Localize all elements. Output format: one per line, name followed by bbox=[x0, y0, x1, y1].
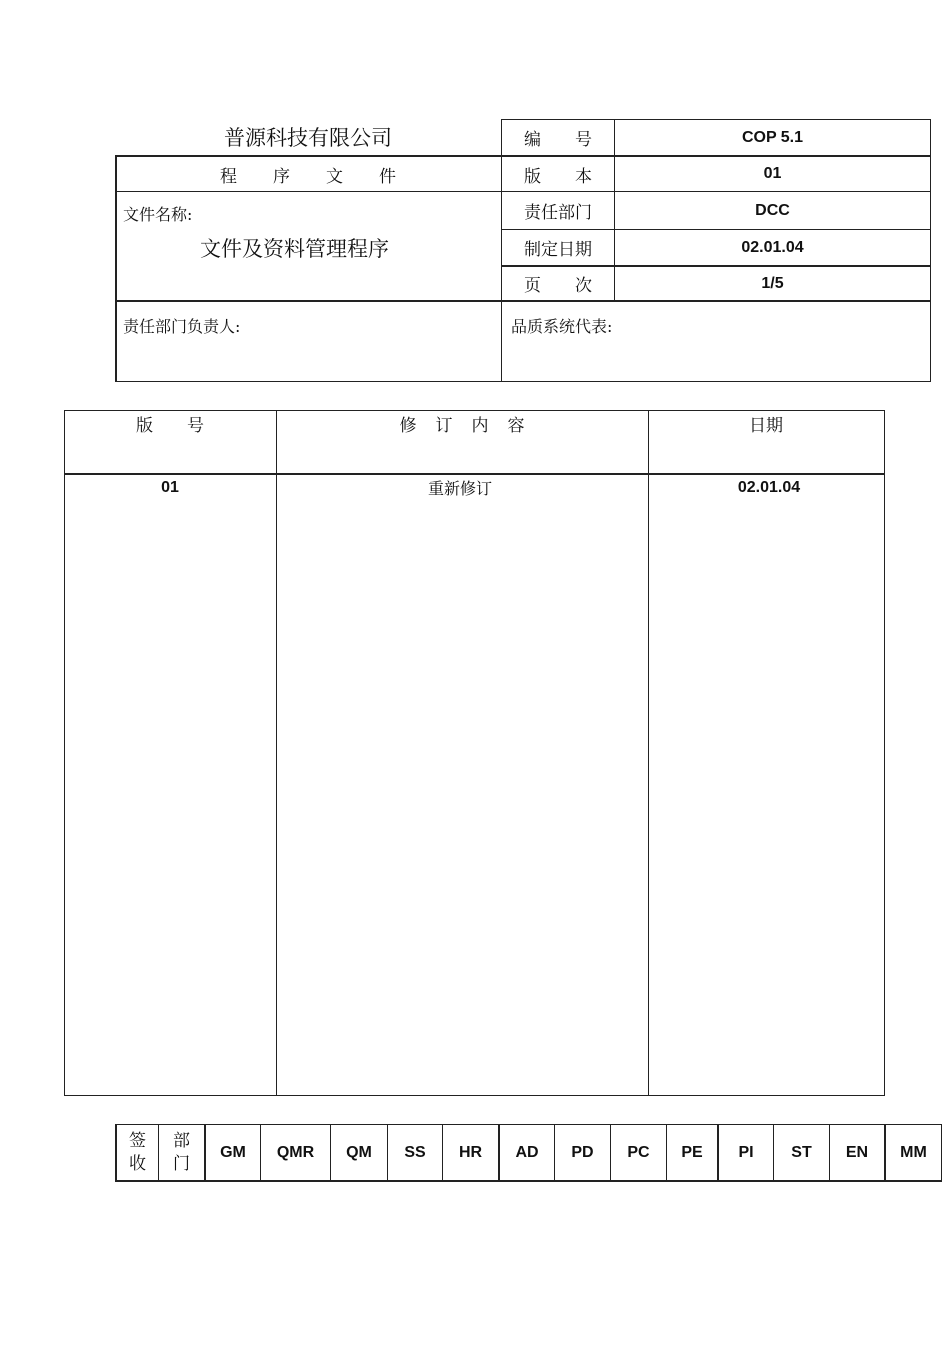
dept-ad: AD bbox=[515, 1143, 539, 1161]
field-label-department: 责任部门 bbox=[524, 203, 592, 223]
signoff-label: 签 收 bbox=[129, 1130, 146, 1174]
field-value-version: 01 bbox=[763, 165, 782, 182]
file-name: 文件及资料管理程序 bbox=[200, 237, 389, 261]
dept-pi: PI bbox=[738, 1143, 754, 1161]
dept-pd: PD bbox=[571, 1143, 594, 1161]
quality-rep-label: 品质系统代表: bbox=[511, 317, 613, 336]
owner-label: 责任部门负责人: bbox=[123, 317, 241, 336]
dept-en: EN bbox=[845, 1143, 869, 1161]
field-value-department: DCC bbox=[755, 201, 790, 219]
department-label: 部 门 bbox=[173, 1130, 190, 1174]
dept-gm: GM bbox=[220, 1143, 246, 1161]
field-value-number: COP 5.1 bbox=[741, 128, 804, 146]
file-name-label: 文件名称: bbox=[123, 205, 193, 224]
dept-st: ST bbox=[791, 1143, 812, 1161]
field-label-date: 制定日期 bbox=[524, 240, 592, 260]
field-label-page: 页 次 bbox=[524, 276, 592, 296]
dept-qm: QM bbox=[346, 1143, 372, 1161]
revision-content-cell: 重新修订 bbox=[427, 478, 492, 498]
field-label-number: 编 号 bbox=[524, 130, 592, 150]
revision-header-content: 修 订 内 容 bbox=[399, 415, 532, 436]
company-name: 普源科技有限公司 bbox=[224, 126, 392, 150]
revision-header-date: 日期 bbox=[749, 415, 783, 436]
field-label-version: 版 本 bbox=[524, 166, 592, 187]
dept-qmr: QMR bbox=[276, 1143, 315, 1161]
revision-header-version: 版 号 bbox=[136, 415, 204, 436]
document-type: 程 序 文 件 bbox=[219, 166, 412, 187]
dept-ss: SS bbox=[404, 1143, 426, 1161]
dept-mm: MM bbox=[900, 1143, 927, 1161]
field-value-date: 02.01.04 bbox=[741, 238, 804, 256]
dept-hr: HR bbox=[458, 1143, 483, 1161]
dept-pe: PE bbox=[681, 1143, 703, 1161]
revision-date-cell: 02.01.04 bbox=[737, 479, 801, 496]
dept-pc: PC bbox=[627, 1143, 650, 1161]
field-value-page: 1/5 bbox=[761, 274, 784, 292]
revision-version-cell: 01 bbox=[161, 479, 179, 496]
